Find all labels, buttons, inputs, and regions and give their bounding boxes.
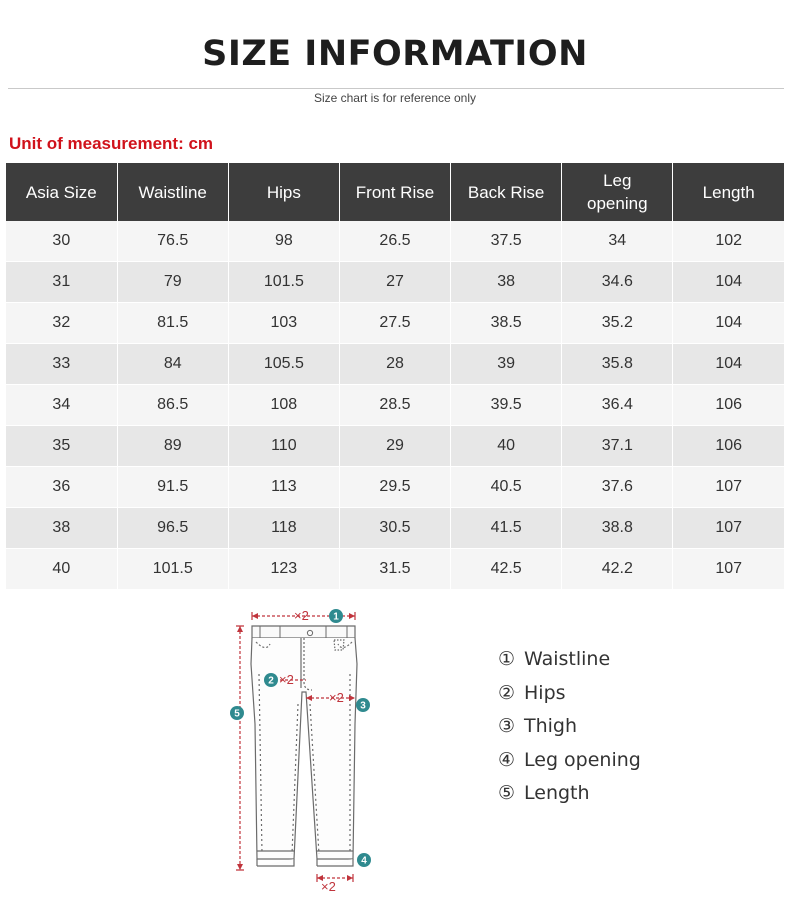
cell-waistline: 96.5 [117, 508, 228, 549]
svg-text:4: 4 [361, 855, 367, 867]
cell-waistline: 101.5 [117, 549, 228, 590]
hips-multiplier: ×2 [279, 672, 294, 687]
cell-hips: 98 [228, 221, 339, 262]
cell-back-rise: 39 [451, 344, 562, 385]
legend-label: Length [524, 782, 590, 804]
svg-text:3: 3 [360, 700, 366, 712]
cell-asia-size: 36 [6, 467, 117, 508]
cell-back-rise: 38 [451, 262, 562, 303]
cell-waistline: 89 [117, 426, 228, 467]
legend-number: ② [498, 681, 516, 704]
legend-number: ① [498, 648, 516, 670]
cell-leg-opening: 35.8 [562, 344, 673, 385]
cell-asia-size: 35 [6, 426, 117, 467]
cell-asia-size: 34 [6, 385, 117, 426]
cell-waistline: 79 [117, 262, 228, 303]
leg-opening-multiplier: ×2 [321, 879, 336, 894]
table-row [6, 303, 784, 344]
cell-waistline: 81.5 [117, 303, 228, 344]
cell-waistline: 76.5 [117, 221, 228, 262]
cell-back-rise: 40 [451, 426, 562, 467]
cell-front-rise: 28 [339, 344, 450, 385]
header-waistline: Waistline [117, 163, 228, 221]
cell-hips: 108 [228, 385, 339, 426]
table-row [6, 467, 784, 508]
legend-item-hips [498, 680, 641, 714]
cell-hips: 123 [228, 549, 339, 590]
legend-item-thigh [498, 713, 641, 747]
size-table [6, 163, 784, 590]
cell-leg-opening: 35.2 [562, 303, 673, 344]
svg-text:1: 1 [333, 611, 339, 623]
cell-back-rise: 40.5 [451, 467, 562, 508]
cell-back-rise: 38.5 [451, 303, 562, 344]
marker-waistline [329, 609, 343, 623]
marker-thigh [356, 698, 370, 712]
cell-leg-opening: 34.6 [562, 262, 673, 303]
table-header-row [6, 163, 784, 221]
cell-length: 104 [673, 262, 784, 303]
cell-leg-opening: 37.1 [562, 426, 673, 467]
cell-asia-size: 30 [6, 221, 117, 262]
cell-front-rise: 27 [339, 262, 450, 303]
cell-asia-size: 38 [6, 508, 117, 549]
header-back-rise: Back Rise [451, 163, 562, 221]
table-row [6, 221, 784, 262]
cell-front-rise: 29.5 [339, 467, 450, 508]
svg-text:2: 2 [268, 675, 274, 687]
cell-leg-opening: 34 [562, 221, 673, 262]
marker-length [230, 706, 244, 720]
cell-back-rise: 39.5 [451, 385, 562, 426]
cell-front-rise: 29 [339, 426, 450, 467]
cell-back-rise: 37.5 [451, 221, 562, 262]
cell-front-rise: 31.5 [339, 549, 450, 590]
subtitle: Size chart is for reference only [313, 91, 477, 105]
table-row [6, 344, 784, 385]
table-row [6, 262, 784, 303]
table-row [6, 508, 784, 549]
cell-length: 107 [673, 508, 784, 549]
legend-label: Waistline [524, 648, 611, 670]
page-title: SIZE INFORMATION [202, 34, 588, 74]
table-row [6, 549, 784, 590]
cell-length: 106 [673, 426, 784, 467]
jeans-illustration [251, 626, 357, 866]
cell-length: 107 [673, 467, 784, 508]
cell-front-rise: 30.5 [339, 508, 450, 549]
cell-asia-size: 31 [6, 262, 117, 303]
legend-label: Thigh [524, 715, 578, 737]
cell-hips: 118 [228, 508, 339, 549]
cell-leg-opening: 38.8 [562, 508, 673, 549]
cell-leg-opening: 36.4 [562, 385, 673, 426]
cell-back-rise: 41.5 [451, 508, 562, 549]
cell-hips: 101.5 [228, 262, 339, 303]
marker-hips [264, 673, 278, 687]
cell-hips: 103 [228, 303, 339, 344]
table-body [6, 221, 784, 590]
marker-leg-opening [357, 853, 371, 867]
legend-number: ⑤ [498, 782, 516, 804]
legend-item-length [498, 780, 641, 814]
header-front-rise: Front Rise [339, 163, 450, 221]
title-divider [8, 88, 784, 89]
table-row [6, 426, 784, 467]
cell-hips: 110 [228, 426, 339, 467]
cell-asia-size: 32 [6, 303, 117, 344]
cell-length: 104 [673, 344, 784, 385]
cell-length: 102 [673, 221, 784, 262]
cell-leg-opening: 42.2 [562, 549, 673, 590]
cell-back-rise: 42.5 [451, 549, 562, 590]
measurement-legend [498, 646, 641, 814]
legend-number: ④ [498, 748, 516, 771]
cell-front-rise: 28.5 [339, 385, 450, 426]
unit-label: Unit of measurement: cm [9, 134, 214, 153]
cell-hips: 105.5 [228, 344, 339, 385]
legend-label: Hips [524, 681, 566, 704]
thigh-multiplier: ×2 [329, 690, 344, 705]
cell-front-rise: 26.5 [339, 221, 450, 262]
cell-front-rise: 27.5 [339, 303, 450, 344]
cell-asia-size: 33 [6, 344, 117, 385]
cell-waistline: 86.5 [117, 385, 228, 426]
header-hips: Hips [228, 163, 339, 221]
table-row [6, 385, 784, 426]
legend-number: ③ [498, 715, 516, 737]
header-leg-opening: Leg opening [562, 163, 673, 221]
cell-length: 104 [673, 303, 784, 344]
header-asia-size: Asia Size [6, 163, 117, 221]
waistline-multiplier: ×2 [294, 608, 309, 623]
cell-waistline: 91.5 [117, 467, 228, 508]
svg-text:5: 5 [234, 708, 240, 720]
jeans-measurement-diagram [222, 604, 382, 894]
cell-leg-opening: 37.6 [562, 467, 673, 508]
cell-length: 107 [673, 549, 784, 590]
legend-item-waistline [498, 646, 641, 680]
cell-length: 106 [673, 385, 784, 426]
cell-waistline: 84 [117, 344, 228, 385]
cell-asia-size: 40 [6, 549, 117, 590]
header-length: Length [673, 163, 784, 221]
cell-hips: 113 [228, 467, 339, 508]
legend-label: Leg opening [524, 748, 641, 771]
legend-item-leg-opening [498, 747, 641, 781]
